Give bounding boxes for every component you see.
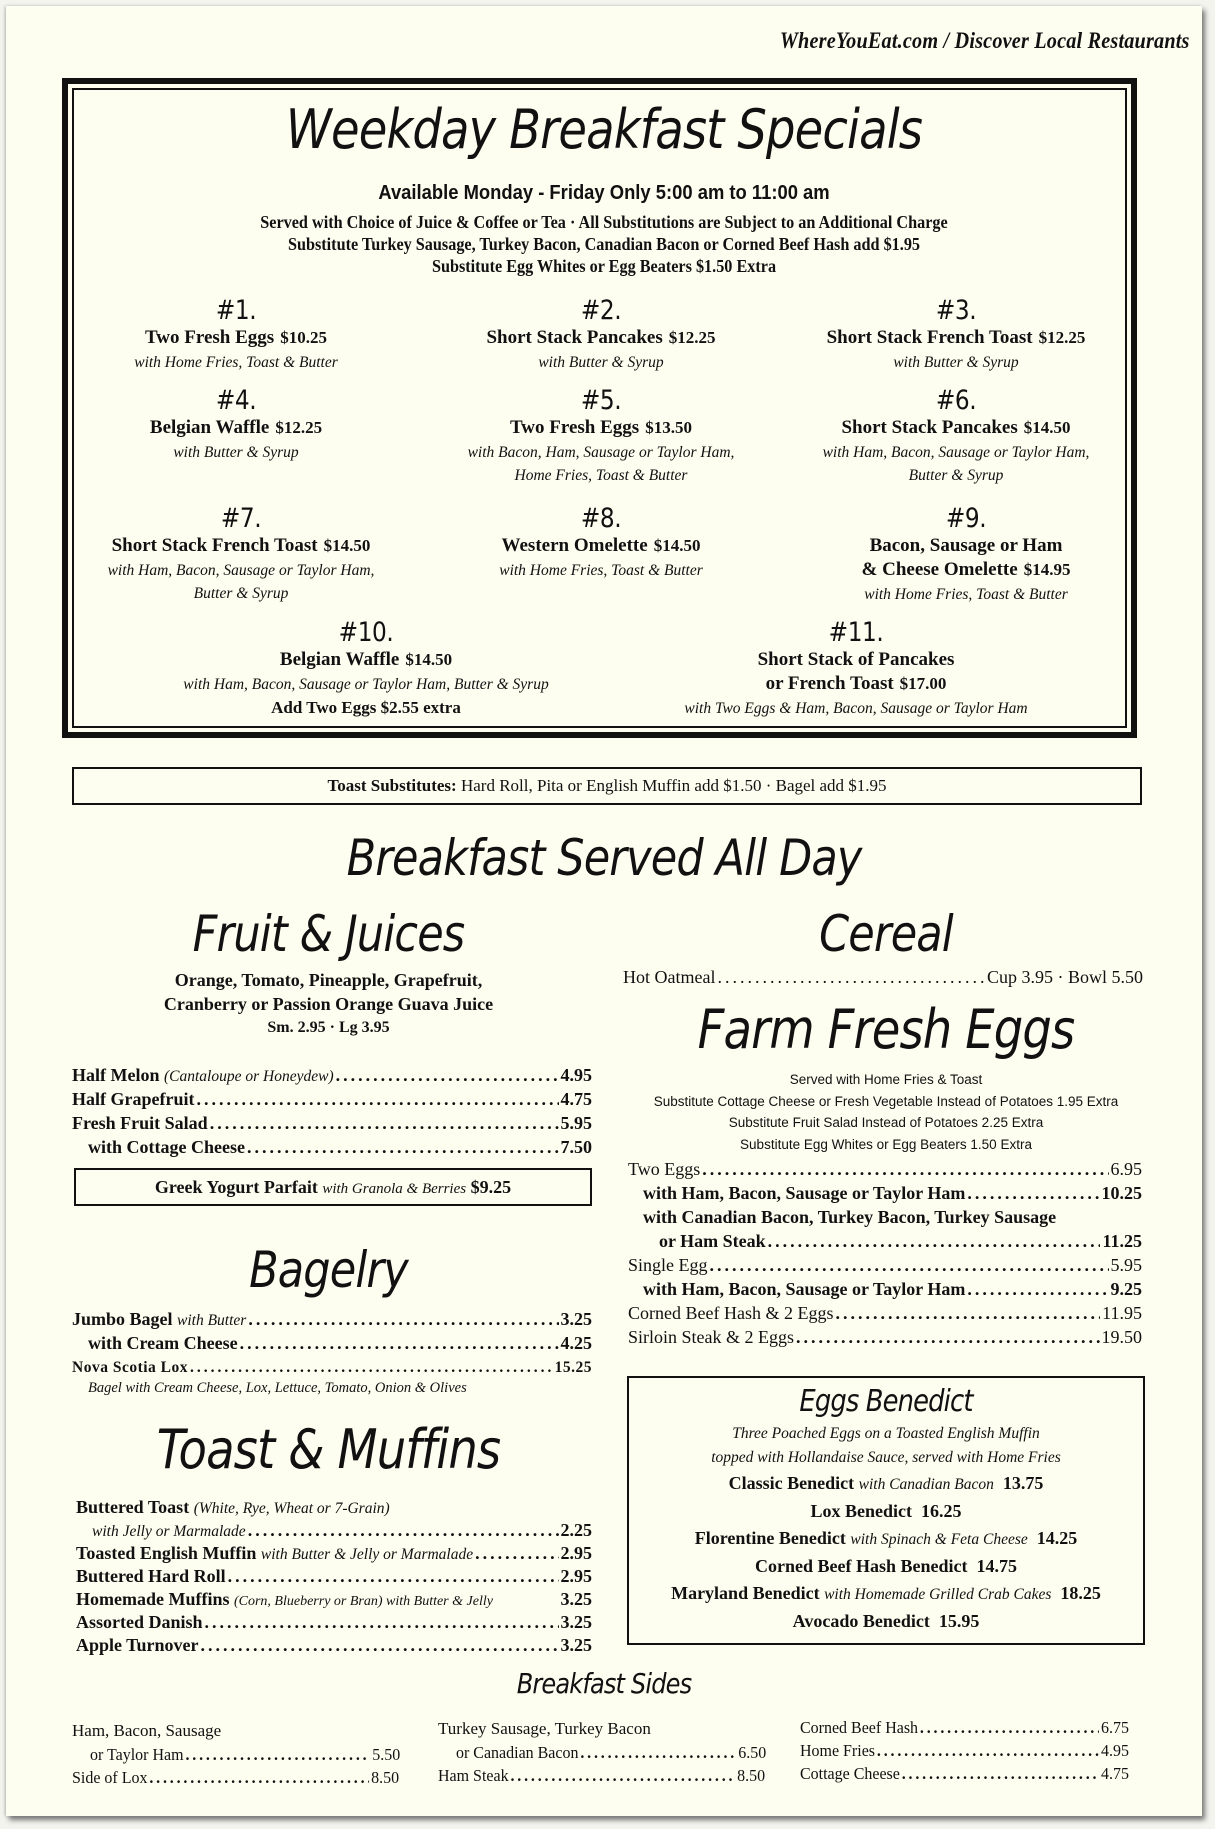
item-name: Hot Oatmeal bbox=[623, 967, 716, 987]
special-number: #8. bbox=[580, 503, 622, 534]
item-price: 3.25 bbox=[560, 1612, 592, 1632]
item-name: or Canadian Bacon bbox=[456, 1743, 579, 1762]
eggs-benedict-box bbox=[627, 1376, 1145, 1645]
special-item bbox=[436, 504, 766, 582]
eggs-row bbox=[659, 1230, 1142, 1253]
special-item bbox=[426, 296, 776, 374]
special-price: $13.50 bbox=[645, 418, 692, 437]
special-name: Short Stack Pancakes bbox=[841, 417, 1018, 438]
item-price: 3.25 bbox=[560, 1589, 592, 1609]
specials-note: Substitute Egg Whites or Egg Beaters $1.50 Extra bbox=[431, 256, 777, 276]
special-price: $14.50 bbox=[1023, 418, 1071, 437]
special-desc: Butter & Syrup bbox=[193, 585, 289, 602]
item-note: (Cantaloupe or Honeydew) bbox=[164, 1068, 334, 1085]
lox-description: Bagel with Cream Cheese, Lox, Lettuce, Tomato, Onion & Olives bbox=[88, 1380, 467, 1396]
special-number: #5. bbox=[580, 385, 622, 416]
item-price: 15.95 bbox=[938, 1611, 980, 1631]
all-day-title: Breakfast Served All Day bbox=[346, 829, 862, 887]
item-price: 11.95 bbox=[1102, 1303, 1142, 1323]
leader-dots bbox=[920, 1716, 1099, 1739]
toast-row bbox=[76, 1588, 592, 1613]
item-name: Florentine Benedict bbox=[694, 1528, 846, 1548]
special-number: #6. bbox=[935, 385, 977, 416]
item-price: 19.50 bbox=[1101, 1327, 1142, 1347]
special-desc: with Home Fries, Toast & Butter bbox=[864, 586, 1068, 603]
special-item bbox=[76, 504, 406, 605]
menu-page bbox=[6, 6, 1202, 1816]
item-name: or Taylor Ham bbox=[90, 1745, 184, 1764]
juice-line: Orange, Tomato, Pineapple, Grapefruit, bbox=[174, 970, 483, 990]
item-price: 8.50 bbox=[737, 1766, 766, 1785]
special-name: Bacon, Sausage or Ham bbox=[869, 535, 1063, 556]
juice-line: Cranberry or Passion Orange Guava Juice bbox=[163, 994, 494, 1014]
eggs-note: Substitute Egg Whites or Egg Beaters 1.50 Extra bbox=[740, 1136, 1032, 1152]
special-price: $14.50 bbox=[653, 536, 701, 555]
item-name: Apple Turnover bbox=[76, 1635, 199, 1655]
item-name: Maryland Benedict bbox=[671, 1583, 820, 1603]
special-number: #11. bbox=[828, 617, 884, 648]
leader-dots bbox=[149, 1766, 369, 1789]
benedict-item bbox=[629, 1608, 1143, 1635]
leader-dots bbox=[210, 1112, 559, 1135]
special-desc: with Two Eggs & Ham, Bacon, Sausage or Taylor Ham bbox=[684, 700, 1028, 717]
special-number: #4. bbox=[215, 385, 257, 416]
item-price: 2.95 bbox=[560, 1543, 592, 1563]
special-price: $12.25 bbox=[668, 328, 716, 347]
special-name: Western Omelette bbox=[501, 535, 648, 556]
leader-dots bbox=[336, 1064, 559, 1087]
special-desc: with Ham, Bacon, Sausage or Taylor Ham, bbox=[107, 562, 375, 579]
special-item bbox=[136, 618, 596, 720]
side-row bbox=[800, 1739, 1129, 1762]
toast-row-label bbox=[76, 1496, 390, 1520]
parfait-name: Greek Yogurt Parfait bbox=[154, 1177, 318, 1197]
benedict-item bbox=[629, 1470, 1143, 1498]
leader-dots bbox=[205, 1611, 559, 1634]
side-label: Turkey Sausage, Turkey Bacon bbox=[438, 1719, 651, 1738]
juice-price: Sm. 2.95 · Lg 3.95 bbox=[267, 1019, 390, 1036]
special-price: $17.00 bbox=[899, 674, 947, 693]
specials-note: Substitute Turkey Sausage, Turkey Bacon, Canadian Bacon or Corned Beef Hash add $1.95 bbox=[287, 234, 921, 254]
special-desc: with Bacon, Ham, Sausage or Taylor Ham, bbox=[467, 444, 735, 461]
item-price: 10.25 bbox=[1101, 1183, 1142, 1203]
side-label: Ham, Bacon, Sausage bbox=[72, 1721, 222, 1740]
item-price: 6.50 bbox=[738, 1743, 767, 1762]
side-row bbox=[438, 1764, 765, 1787]
item-name: Buttered Toast bbox=[76, 1497, 190, 1517]
special-desc: with Ham, Bacon, Sausage or Taylor Ham, bbox=[822, 444, 1090, 461]
eggs-row bbox=[628, 1326, 1142, 1349]
benedict-item bbox=[629, 1580, 1143, 1608]
item-note: with Butter bbox=[177, 1312, 247, 1329]
special-number: #1. bbox=[215, 295, 257, 326]
leader-dots bbox=[877, 1739, 1099, 1762]
fruit-row bbox=[72, 1088, 592, 1111]
item-name: Buttered Hard Roll bbox=[76, 1566, 226, 1586]
item-name: Corned Beef Hash Benedict bbox=[755, 1556, 968, 1576]
leader-dots bbox=[717, 966, 985, 989]
eggs-row bbox=[643, 1182, 1142, 1205]
item-price: 6.95 bbox=[1110, 1159, 1142, 1179]
special-desc: with Butter & Syrup bbox=[893, 354, 1019, 371]
item-note: (Corn, Blueberry or Bran) with Butter & Jelly bbox=[233, 1594, 493, 1609]
special-price: $14.50 bbox=[323, 536, 371, 555]
item-price: 4.25 bbox=[560, 1333, 592, 1353]
item-name: Side of Lox bbox=[72, 1768, 148, 1787]
parfait-price: $9.25 bbox=[470, 1177, 512, 1197]
toast-row bbox=[92, 1519, 592, 1543]
special-desc: Butter & Syrup bbox=[908, 467, 1004, 484]
site-watermark: WhereYouEat.com / Discover Local Restaurants bbox=[780, 28, 1190, 53]
special-price: $10.25 bbox=[280, 328, 327, 347]
leader-dots bbox=[201, 1634, 559, 1657]
benedict-item bbox=[629, 1498, 1143, 1525]
special-item bbox=[806, 504, 1126, 606]
leader-dots bbox=[196, 1088, 558, 1111]
special-price: $14.50 bbox=[405, 650, 453, 669]
item-name: Half Grapefruit bbox=[72, 1089, 195, 1109]
special-name: Two Fresh Eggs bbox=[145, 327, 275, 348]
item-name: Two Eggs bbox=[628, 1159, 701, 1179]
special-name: Short Stack French Toast bbox=[826, 327, 1033, 348]
item-name: Nova Scotia Lox bbox=[72, 1359, 188, 1376]
benedict-item bbox=[629, 1553, 1143, 1580]
leader-dots bbox=[967, 1278, 1108, 1301]
side-row bbox=[800, 1762, 1129, 1785]
item-note: (White, Rye, Wheat or 7-Grain) bbox=[193, 1500, 390, 1517]
fruit-title: Fruit & Juices bbox=[192, 905, 465, 963]
side-row bbox=[456, 1741, 766, 1764]
special-number: #2. bbox=[580, 295, 622, 326]
item-name: Corned Beef Hash & 2 Eggs bbox=[628, 1303, 834, 1323]
toast-row bbox=[76, 1634, 592, 1657]
eggs-row bbox=[628, 1158, 1142, 1181]
special-item bbox=[646, 618, 1066, 720]
toast-row bbox=[76, 1565, 592, 1588]
special-desc: with Home Fries, Toast & Butter bbox=[134, 354, 338, 371]
bagel-row bbox=[72, 1356, 592, 1379]
item-price: 7.50 bbox=[560, 1137, 592, 1157]
item-price: 3.25 bbox=[560, 1309, 592, 1329]
item-note: with Spinach & Feta Cheese bbox=[850, 1531, 1028, 1548]
special-price: $12.25 bbox=[275, 418, 323, 437]
leader-dots bbox=[702, 1158, 1108, 1181]
item-note: with Homemade Grilled Crab Cakes bbox=[824, 1586, 1052, 1603]
item-name: Jumbo Bagel bbox=[72, 1309, 173, 1329]
item-price: 15.25 bbox=[554, 1359, 592, 1376]
item-note: with Canadian Bacon bbox=[858, 1476, 994, 1493]
special-item bbox=[76, 296, 396, 374]
benedict-desc: Three Poached Eggs on a Toasted English Muffin bbox=[732, 1425, 1040, 1442]
item-price: 6.75 bbox=[1101, 1718, 1129, 1737]
special-item bbox=[786, 386, 1126, 487]
special-desc: with Butter & Syrup bbox=[538, 354, 664, 371]
special-name: Belgian Waffle bbox=[279, 649, 400, 670]
eggs-notes bbox=[616, 1069, 1156, 1155]
item-name: with Cream Cheese bbox=[88, 1333, 238, 1353]
item-price: 2.25 bbox=[560, 1520, 592, 1540]
item-price: 9.25 bbox=[1110, 1279, 1142, 1299]
special-name: Belgian Waffle bbox=[149, 417, 270, 438]
eggs-row bbox=[628, 1254, 1142, 1277]
leader-dots bbox=[967, 1182, 1099, 1205]
item-name: Sirloin Steak & 2 Eggs bbox=[628, 1327, 794, 1347]
special-desc: Home Fries, Toast & Butter bbox=[514, 467, 688, 484]
leader-dots bbox=[475, 1542, 558, 1565]
item-price: 3.25 bbox=[560, 1635, 592, 1655]
leader-dots bbox=[710, 1254, 1109, 1277]
leader-dots bbox=[248, 1519, 559, 1542]
toast-row bbox=[76, 1611, 592, 1634]
item-name: with Cottage Cheese bbox=[88, 1137, 245, 1157]
bagel-row bbox=[72, 1308, 592, 1332]
item-price: 4.95 bbox=[560, 1065, 592, 1085]
special-name: Short Stack of Pancakes bbox=[757, 649, 955, 670]
item-note: with Jelly or Marmalade bbox=[92, 1523, 246, 1540]
cereal-title: Cereal bbox=[819, 905, 953, 963]
benedict-desc: topped with Hollandaise Sauce, served with Home Fries bbox=[711, 1449, 1061, 1466]
item-price: 5.95 bbox=[560, 1113, 592, 1133]
item-price: 4.75 bbox=[560, 1089, 592, 1109]
item-name: Fresh Fruit Salad bbox=[72, 1113, 208, 1133]
benedict-item bbox=[629, 1525, 1143, 1553]
juice-list bbox=[66, 968, 591, 1040]
item-price: 5.50 bbox=[372, 1745, 401, 1764]
special-desc: with Ham, Bacon, Sausage or Taylor Ham, Butter & Syrup bbox=[183, 676, 549, 693]
item-name: Assorted Danish bbox=[76, 1612, 203, 1632]
eggs-row bbox=[643, 1278, 1142, 1301]
special-name: Short Stack Pancakes bbox=[486, 327, 663, 348]
bagelry-title: Bagelry bbox=[249, 1241, 408, 1299]
item-price: 4.75 bbox=[1101, 1764, 1129, 1783]
side-row bbox=[90, 1743, 400, 1766]
item-price: Cup 3.95 · Bowl 5.50 bbox=[986, 967, 1143, 987]
fruit-row bbox=[72, 1064, 592, 1088]
toast-row bbox=[76, 1542, 592, 1566]
special-price: $14.95 bbox=[1023, 560, 1071, 579]
special-name: or French Toast bbox=[765, 673, 894, 694]
item-name: or Ham Steak bbox=[659, 1231, 766, 1251]
leader-dots bbox=[247, 1136, 559, 1159]
special-item bbox=[426, 386, 776, 487]
leader-dots bbox=[768, 1230, 1101, 1253]
item-name: Classic Benedict bbox=[728, 1473, 855, 1493]
item-name: Homemade Muffins bbox=[76, 1589, 230, 1609]
eggs-note: Substitute Fruit Salad Instead of Potatoes 2.25 Extra bbox=[728, 1115, 1044, 1130]
item-name: Cottage Cheese bbox=[800, 1764, 900, 1783]
leader-dots bbox=[835, 1302, 1100, 1325]
specials-title: Weekday Breakfast Specials bbox=[285, 98, 923, 161]
specials-availability: Available Monday - Friday Only 5:00 am to 11:00 am bbox=[378, 182, 830, 204]
eggs-row-label: with Canadian Bacon, Turkey Bacon, Turkey Sausage bbox=[643, 1207, 1057, 1227]
item-price: 11.25 bbox=[1102, 1231, 1142, 1251]
eggs-title: Farm Fresh Eggs bbox=[697, 998, 1075, 1061]
fruit-row bbox=[88, 1136, 592, 1159]
cereal-row bbox=[623, 966, 1143, 989]
special-extra: Add Two Eggs $2.55 extra bbox=[271, 698, 461, 717]
leader-dots bbox=[580, 1741, 736, 1764]
item-name: with Ham, Bacon, Sausage or Taylor Ham bbox=[643, 1279, 966, 1299]
leader-dots bbox=[228, 1565, 559, 1588]
side-row bbox=[800, 1716, 1129, 1739]
fruit-row bbox=[72, 1112, 592, 1135]
toast-substitutes-label: Toast Substitutes: bbox=[327, 776, 457, 795]
special-number: #10. bbox=[338, 617, 394, 648]
leader-dots bbox=[240, 1332, 559, 1355]
leader-dots bbox=[190, 1356, 553, 1379]
item-name: Home Fries bbox=[800, 1741, 876, 1760]
item-name: Single Egg bbox=[628, 1255, 708, 1275]
toast-substitutes-text: Hard Roll, Pita or English Muffin add $1.50 · Bagel add $1.95 bbox=[460, 776, 887, 795]
item-price: 14.25 bbox=[1036, 1528, 1078, 1548]
item-name: Lox Benedict bbox=[810, 1501, 912, 1521]
bagel-row bbox=[88, 1332, 592, 1355]
special-number: #9. bbox=[945, 503, 987, 534]
toast-substitutes-box bbox=[72, 767, 1142, 805]
eggs-note: Substitute Cottage Cheese or Fresh Vegetable Instead of Potatoes 1.95 Extra bbox=[653, 1093, 1119, 1109]
item-price: 14.75 bbox=[976, 1556, 1017, 1576]
item-name: Avocado Benedict bbox=[792, 1611, 930, 1631]
parfait-box bbox=[74, 1168, 592, 1206]
side-row bbox=[72, 1766, 399, 1789]
item-note: with Butter & Jelly or Marmalade bbox=[260, 1546, 474, 1563]
special-item bbox=[76, 386, 396, 464]
item-name: Half Melon bbox=[72, 1065, 160, 1085]
parfait-note: with Granola & Berries bbox=[322, 1181, 467, 1197]
item-price: 4.95 bbox=[1101, 1741, 1129, 1760]
special-name: & Cheese Omelette bbox=[861, 559, 1018, 580]
item-price: 16.25 bbox=[921, 1501, 962, 1521]
special-name: Short Stack French Toast bbox=[111, 535, 318, 556]
item-name: Toasted English Muffin bbox=[76, 1543, 257, 1563]
toast-muffins-title: Toast & Muffins bbox=[156, 1418, 501, 1481]
leader-dots bbox=[248, 1308, 558, 1331]
special-number: #7. bbox=[220, 503, 262, 534]
item-price: 5.95 bbox=[1110, 1255, 1142, 1275]
item-name: Corned Beef Hash bbox=[800, 1718, 919, 1737]
item-price: 2.95 bbox=[560, 1566, 592, 1586]
item-price: 13.75 bbox=[1002, 1473, 1044, 1493]
specials-note: Served with Choice of Juice & Coffee or Tea · All Substitutions are Subject to an Additional Charge bbox=[260, 212, 948, 232]
special-price: $12.25 bbox=[1038, 328, 1086, 347]
special-desc: with Butter & Syrup bbox=[173, 444, 299, 461]
item-name: with Ham, Bacon, Sausage or Taylor Ham bbox=[643, 1183, 966, 1203]
benedict-title: Eggs Benedict bbox=[799, 1384, 973, 1419]
item-name: Ham Steak bbox=[438, 1766, 509, 1785]
item-price: 18.25 bbox=[1060, 1583, 1101, 1603]
leader-dots bbox=[510, 1764, 735, 1787]
eggs-row bbox=[628, 1302, 1142, 1325]
item-price: 8.50 bbox=[371, 1768, 400, 1787]
eggs-note: Served with Home Fries & Toast bbox=[789, 1072, 983, 1087]
special-item bbox=[786, 296, 1126, 374]
special-desc: with Home Fries, Toast & Butter bbox=[499, 562, 703, 579]
leader-dots bbox=[902, 1762, 1099, 1785]
sides-title: Breakfast Sides bbox=[516, 1667, 692, 1700]
leader-dots bbox=[185, 1743, 370, 1766]
special-name: Two Fresh Eggs bbox=[510, 417, 640, 438]
special-number: #3. bbox=[935, 295, 977, 326]
leader-dots bbox=[796, 1326, 1100, 1349]
